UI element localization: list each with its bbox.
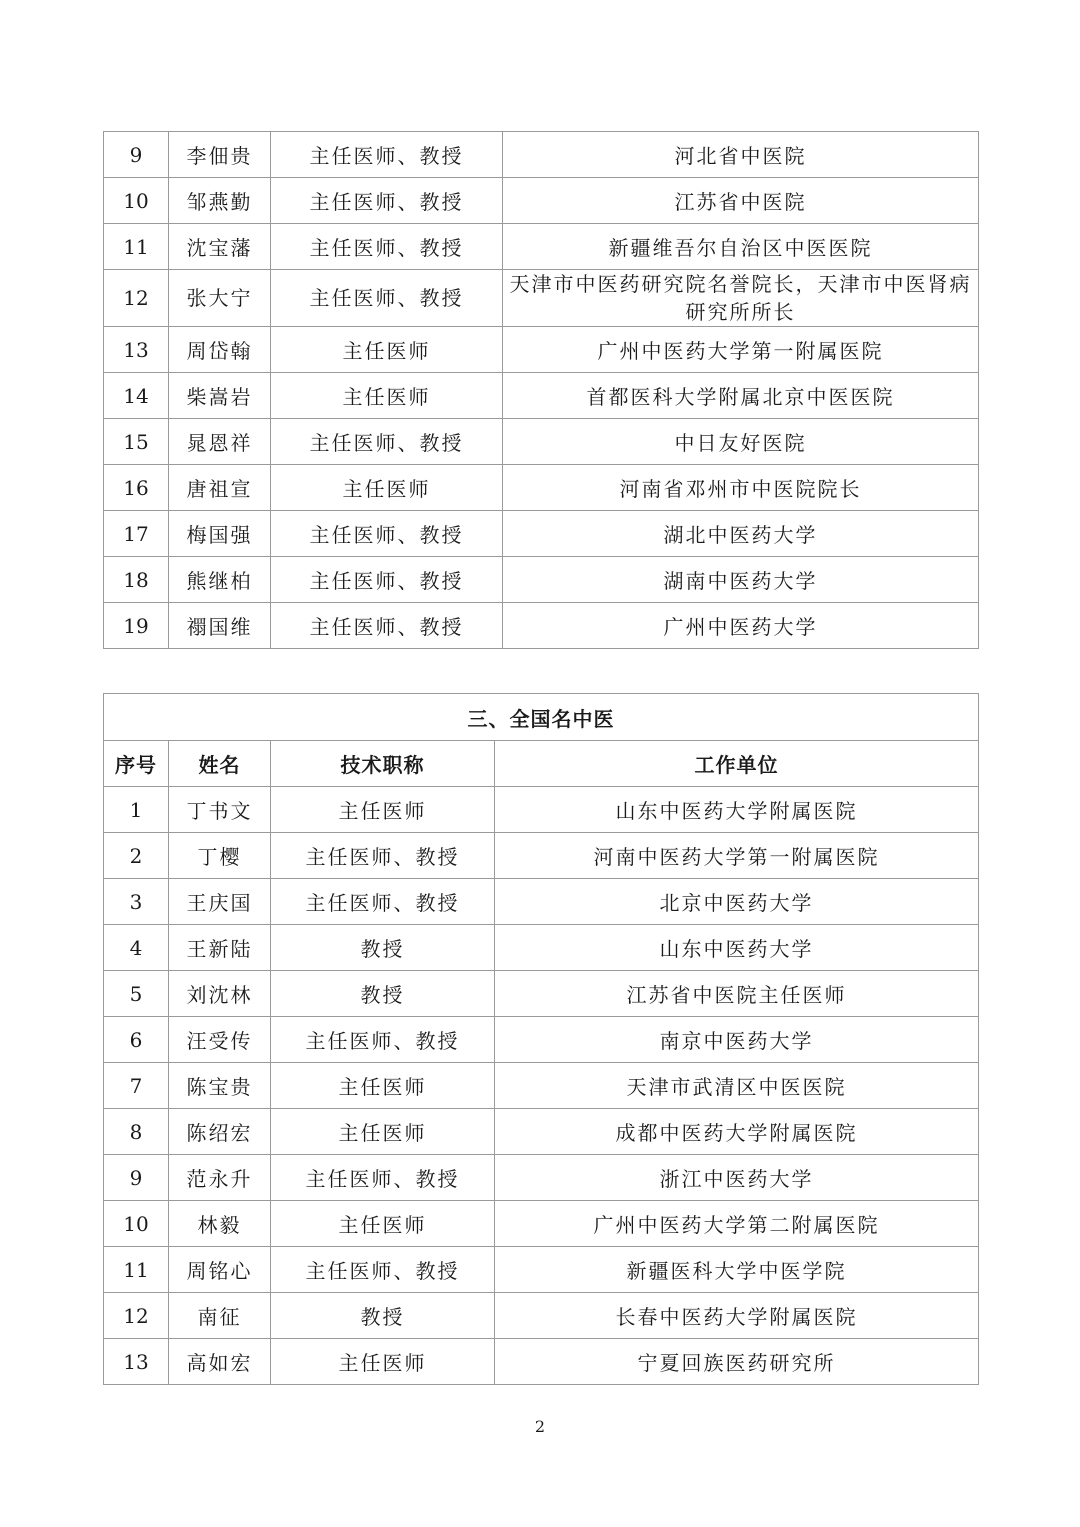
cell-no: 10 (104, 178, 169, 224)
cell-name: 范永升 (169, 1155, 271, 1201)
header-row (104, 741, 979, 787)
cell-unit: 新疆医科大学中医学院 (495, 1247, 979, 1293)
cell-unit: 广州中医药大学 (503, 603, 979, 649)
cell-name: 柴嵩岩 (169, 373, 271, 419)
table-row (104, 1293, 979, 1339)
cell-name: 张大宁 (169, 270, 271, 327)
cell-no: 15 (104, 419, 169, 465)
cell-unit: 宁夏回族医药研究所 (495, 1339, 979, 1385)
cell-title: 主任医师、教授 (271, 270, 503, 327)
cell-name: 陈宝贵 (169, 1063, 271, 1109)
cell-title: 主任医师 (271, 373, 503, 419)
cell-title: 主任医师 (271, 465, 503, 511)
cell-no: 3 (104, 879, 169, 925)
cell-title: 教授 (271, 1293, 495, 1339)
cell-name: 熊继柏 (169, 557, 271, 603)
table-row (104, 1201, 979, 1247)
cell-name: 南征 (169, 1293, 271, 1339)
cell-title: 教授 (271, 971, 495, 1017)
cell-no: 9 (104, 1155, 169, 1201)
table-row (104, 833, 979, 879)
cell-title: 主任医师、教授 (271, 833, 495, 879)
cell-title: 主任医师、教授 (271, 419, 503, 465)
cell-no: 4 (104, 925, 169, 971)
cell-name: 晁恩祥 (169, 419, 271, 465)
header-no: 序号 (104, 741, 169, 787)
table-row (104, 1017, 979, 1063)
cell-title: 主任医师 (271, 787, 495, 833)
table-row (104, 557, 979, 603)
cell-unit: 新疆维吾尔自治区中医医院 (503, 224, 979, 270)
cell-title: 主任医师 (271, 1201, 495, 1247)
table-row (104, 925, 979, 971)
cell-unit: 河北省中医院 (503, 132, 979, 178)
table-row (104, 270, 979, 327)
national-doctor-table-body (104, 787, 979, 1385)
cell-unit: 南京中医药大学 (495, 1017, 979, 1063)
cell-title: 主任医师 (271, 1109, 495, 1155)
cell-name: 邹燕勤 (169, 178, 271, 224)
cell-name: 刘沈林 (169, 971, 271, 1017)
cell-unit: 长春中医药大学附属医院 (495, 1293, 979, 1339)
cell-no: 12 (104, 270, 169, 327)
cell-no: 6 (104, 1017, 169, 1063)
cell-title: 主任医师、教授 (271, 879, 495, 925)
cell-unit: 河南中医药大学第一附属医院 (495, 833, 979, 879)
cell-no: 1 (104, 787, 169, 833)
doctor-table-body (104, 132, 979, 649)
table-row (104, 603, 979, 649)
cell-name: 唐祖宣 (169, 465, 271, 511)
cell-title: 主任医师、教授 (271, 557, 503, 603)
cell-no: 17 (104, 511, 169, 557)
table-row (104, 132, 979, 178)
cell-unit: 北京中医药大学 (495, 879, 979, 925)
cell-no: 11 (104, 224, 169, 270)
cell-name: 梅国强 (169, 511, 271, 557)
cell-title: 主任医师、教授 (271, 178, 503, 224)
cell-no: 18 (104, 557, 169, 603)
cell-no: 14 (104, 373, 169, 419)
cell-no: 5 (104, 971, 169, 1017)
cell-name: 李佃贵 (169, 132, 271, 178)
cell-unit: 广州中医药大学第一附属医院 (503, 327, 979, 373)
header-name: 姓名 (169, 741, 271, 787)
table-row (104, 373, 979, 419)
cell-unit: 广州中医药大学第二附属医院 (495, 1201, 979, 1247)
cell-name: 林毅 (169, 1201, 271, 1247)
national-famous-doctor-table (103, 693, 979, 1385)
cell-name: 沈宝藩 (169, 224, 271, 270)
table-row (104, 1247, 979, 1293)
header-unit: 工作单位 (495, 741, 979, 787)
cell-title: 主任医师 (271, 1339, 495, 1385)
cell-no: 13 (104, 1339, 169, 1385)
cell-title: 主任医师、教授 (271, 1017, 495, 1063)
cell-title: 主任医师、教授 (271, 1247, 495, 1293)
cell-unit: 山东中医药大学附属医院 (495, 787, 979, 833)
table-row (104, 1109, 979, 1155)
cell-unit: 天津市武清区中医医院 (495, 1063, 979, 1109)
cell-unit: 天津市中医药研究院名誉院长，天津市中医肾病研究所所长 (503, 270, 979, 327)
page-number: 2 (534, 1417, 546, 1436)
cell-no: 9 (104, 132, 169, 178)
table-row (104, 1063, 979, 1109)
table-row (104, 511, 979, 557)
cell-unit: 浙江中医药大学 (495, 1155, 979, 1201)
cell-name: 陈绍宏 (169, 1109, 271, 1155)
cell-no: 11 (104, 1247, 169, 1293)
table-row (104, 971, 979, 1017)
cell-name: 周铭心 (169, 1247, 271, 1293)
cell-no: 19 (104, 603, 169, 649)
cell-title: 主任医师 (271, 327, 503, 373)
cell-unit: 首都医科大学附属北京中医医院 (503, 373, 979, 419)
cell-unit: 江苏省中医院 (503, 178, 979, 224)
cell-no: 16 (104, 465, 169, 511)
cell-title: 主任医师、教授 (271, 1155, 495, 1201)
table-row (104, 419, 979, 465)
section-title-row (104, 694, 979, 741)
table-row (104, 224, 979, 270)
cell-no: 10 (104, 1201, 169, 1247)
header-title: 技术职称 (271, 741, 495, 787)
table-row (104, 327, 979, 373)
table-row (104, 1155, 979, 1201)
section-title: 三、全国名中医 (104, 694, 979, 741)
cell-name: 王庆国 (169, 879, 271, 925)
cell-title: 教授 (271, 925, 495, 971)
cell-no: 12 (104, 1293, 169, 1339)
doctor-table-continued (103, 131, 979, 649)
cell-name: 丁书文 (169, 787, 271, 833)
cell-title: 主任医师、教授 (271, 132, 503, 178)
cell-name: 王新陆 (169, 925, 271, 971)
cell-unit: 江苏省中医院主任医师 (495, 971, 979, 1017)
cell-unit: 湖北中医药大学 (503, 511, 979, 557)
cell-no: 2 (104, 833, 169, 879)
table-row (104, 879, 979, 925)
cell-title: 主任医师、教授 (271, 603, 503, 649)
table-row (104, 178, 979, 224)
table-row (104, 787, 979, 833)
cell-no: 8 (104, 1109, 169, 1155)
table-row (104, 1339, 979, 1385)
cell-no: 7 (104, 1063, 169, 1109)
table-row (104, 465, 979, 511)
cell-unit: 山东中医药大学 (495, 925, 979, 971)
cell-title: 主任医师、教授 (271, 511, 503, 557)
cell-unit: 河南省邓州市中医院院长 (503, 465, 979, 511)
cell-unit: 成都中医药大学附属医院 (495, 1109, 979, 1155)
cell-unit: 中日友好医院 (503, 419, 979, 465)
cell-title: 主任医师、教授 (271, 224, 503, 270)
cell-name: 禤国维 (169, 603, 271, 649)
cell-no: 13 (104, 327, 169, 373)
cell-name: 高如宏 (169, 1339, 271, 1385)
cell-name: 周岱翰 (169, 327, 271, 373)
cell-unit: 湖南中医药大学 (503, 557, 979, 603)
cell-title: 主任医师 (271, 1063, 495, 1109)
cell-name: 汪受传 (169, 1017, 271, 1063)
cell-name: 丁樱 (169, 833, 271, 879)
